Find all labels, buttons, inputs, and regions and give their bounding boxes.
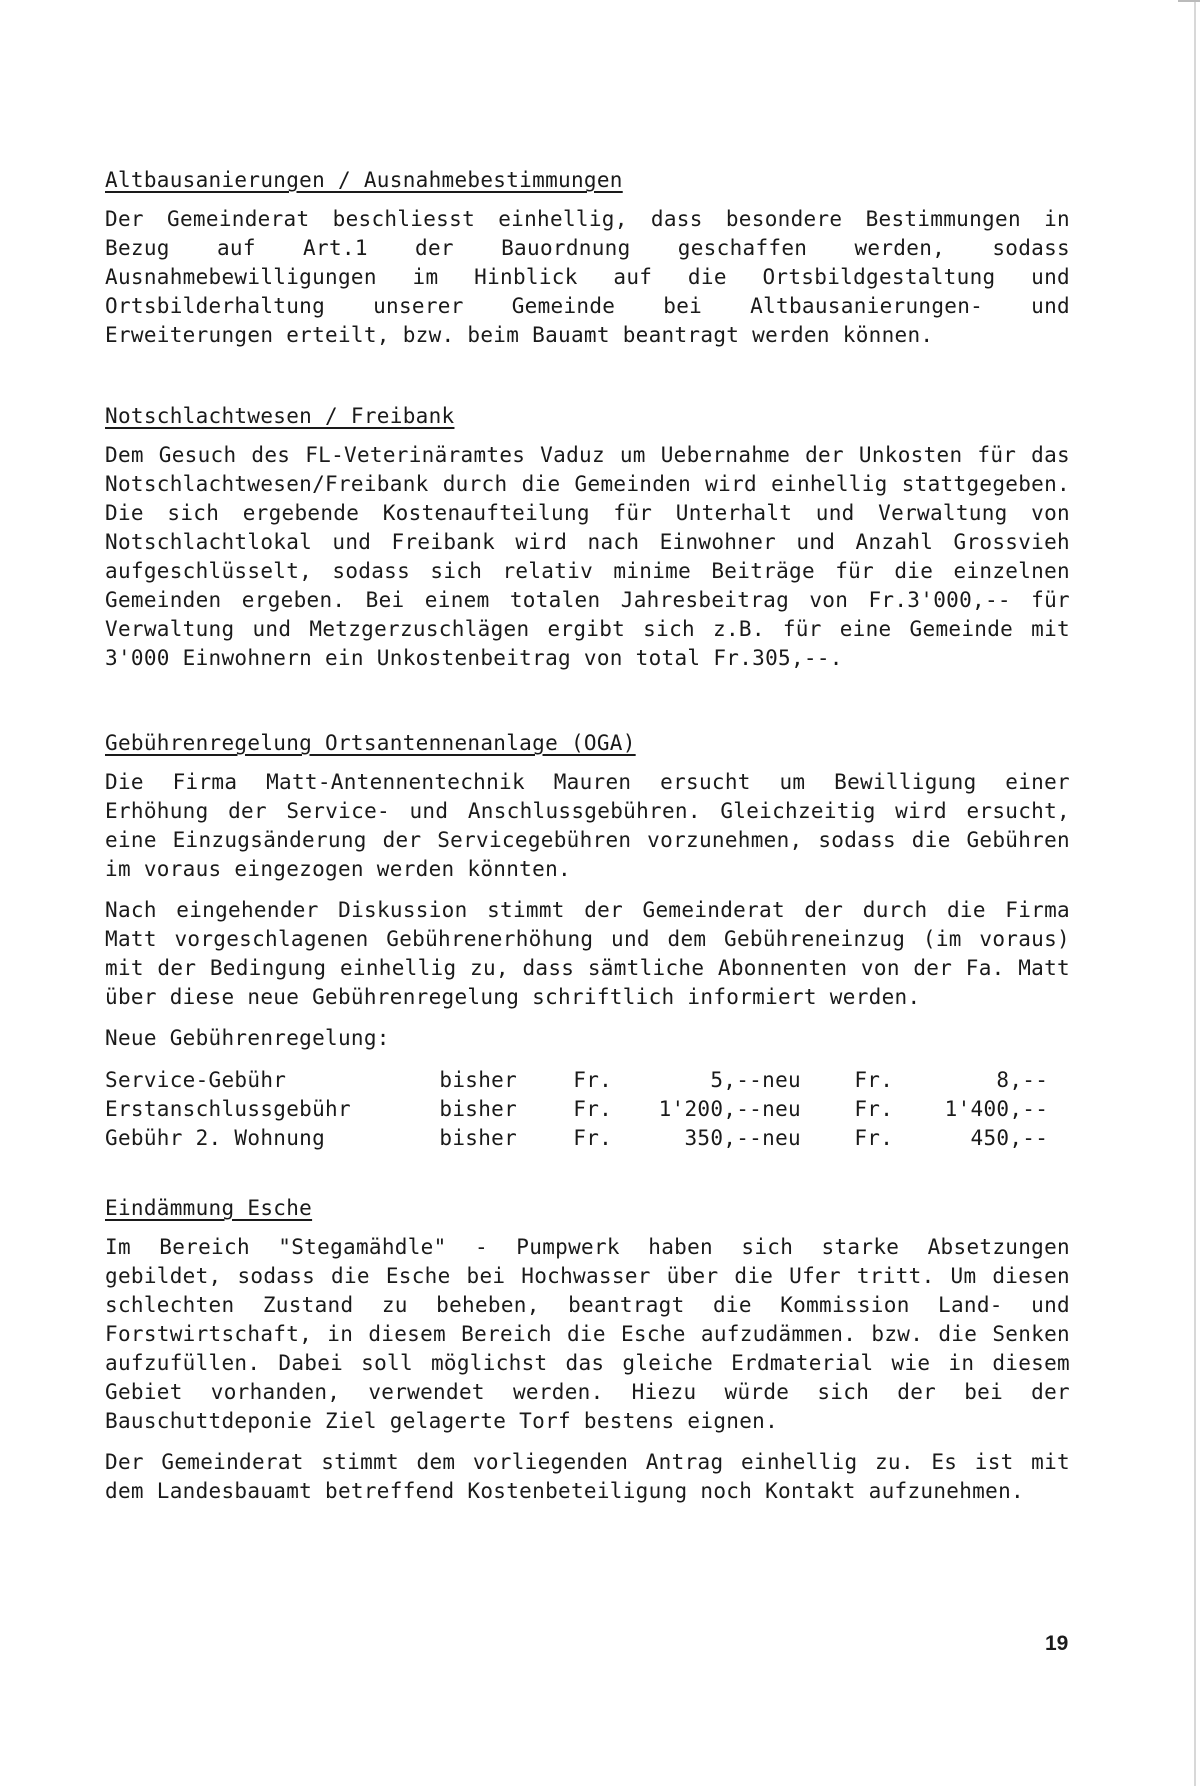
fee-new-value — [854, 1065, 1070, 1094]
fee-new-value — [854, 1094, 1070, 1123]
section-altbausanierungen — [105, 166, 1070, 350]
paragraph: Die Firma Matt-Antennentechnik Mauren ersucht um Bewilligung einer Erhöhung der Service- und Anschlussgebühren. Gleichzeitig wird ersucht, eine Einzugsänderung der Servicegebühren vorzunehmen, sodass die Gebühren im voraus eingezogen werden könnten. — [105, 770, 1070, 881]
fee-name: Erstanschlussgebühr — [105, 1096, 351, 1121]
paragraph: Der Gemeinderat stimmt dem vorliegenden Antrag einhellig zu. Es ist mit dem Landesbauamt betreffend Kostenbeteiligung noch Kontakt aufzunehmen. — [105, 1450, 1070, 1503]
table-row — [105, 1094, 1070, 1123]
section-eindaemmung-esche — [105, 1194, 1070, 1506]
section-heading: Notschlachtwesen / Freibank — [105, 404, 455, 428]
paragraph: Dem Gesuch des FL-Veterinäramtes Vaduz um Uebernahme der Unkosten für das Notschlachtwesen/Freibank durch die Gemeinden wird einhellig stattgegeben. Die sich ergebende Kostenaufteilung für Unterhalt und Verwaltung von Notschlachtlokal und Freibank wird nach Einwohner und Anzahl Grossvieh aufgeschlüsselt, sodass sich relativ minime Beiträge für die einzelnen Gemeinden ergeben. Bei einem totalen Jahresbeitrag von Fr.3'000,-- für Verwaltung und Metzgerzuschlägen ergibt sich z.B. für eine Gemeinde mit 3'000 Einwohnern ein Unkostenbeitrag von total Fr.305,--. — [105, 443, 1070, 670]
currency-prefix: Fr. — [573, 1125, 613, 1150]
table-row — [105, 1123, 1070, 1152]
fee-name: Gebühr 2. Wohnung — [105, 1125, 326, 1150]
page-edge — [1194, 0, 1196, 1786]
fee-intro: Neue Gebührenregelung: — [105, 1026, 390, 1050]
fee-new-amount: 8,-- — [996, 1067, 1049, 1092]
section-heading: Eindämmung Esche — [105, 1196, 313, 1220]
currency-prefix: Fr. — [854, 1067, 894, 1092]
currency-prefix: Fr. — [573, 1096, 613, 1121]
section-heading: Gebührenregelung Ortsantennenanlage (OGA) — [105, 731, 636, 755]
fee-old-value — [573, 1065, 762, 1094]
fee-old-amount: 1'200,-- — [658, 1096, 763, 1121]
fee-neu-label: neu — [762, 1096, 801, 1121]
page-edge-top — [1178, 0, 1200, 2]
paragraph: Der Gemeinderat beschliesst einhellig, dass besondere Bestimmungen in Bezug auf Art.1 der Bauordnung geschaffen werden, sodass Ausnahmebewilligungen im Hinblick auf die Ortsbildgestaltung und Ortsbilderhaltung unserer Gemeinde bei Altbausanierungen- und Erweiterungen erteilt, bzw. beim Bauamt beantragt werden können. — [105, 207, 1070, 347]
fee-new-amount: 1'400,-- — [944, 1096, 1049, 1121]
fee-bisher-label: bisher — [439, 1125, 518, 1150]
fee-old-value — [573, 1094, 762, 1123]
section-gebuehrenregelung — [105, 729, 1070, 1152]
page-number: 19 — [1045, 1632, 1069, 1655]
fee-bisher-label: bisher — [439, 1067, 518, 1092]
fee-old-amount: 5,-- — [710, 1067, 763, 1092]
fee-table — [105, 1065, 1070, 1152]
section-notschlachtwesen — [105, 402, 1070, 673]
currency-prefix: Fr. — [854, 1096, 894, 1121]
fee-name: Service-Gebühr — [105, 1067, 287, 1092]
document-body — [105, 166, 1070, 1518]
fee-new-amount: 450,-- — [970, 1125, 1049, 1150]
fee-neu-label: neu — [762, 1125, 801, 1150]
currency-prefix: Fr. — [573, 1067, 613, 1092]
paragraph: Im Bereich "Stegamähdle" - Pumpwerk haben sich starke Absetzungen gebildet, sodass die Esche bei Hochwasser über die Ufer tritt. Um diesen schlechten Zustand zu beheben, beantragt die Kommission Land- und Forstwirtschaft, in diesem Bereich die Esche aufzudämmen. bzw. die Senken aufzufüllen. Dabei soll möglichst das gleiche Erdmaterial wie in diesem Gebiet vorhanden, verwendet werden. Hiezu würde sich der bei der Bauschuttdeponie Ziel gelagerte Torf bestens eignen. — [105, 1235, 1070, 1433]
table-row — [105, 1065, 1070, 1094]
fee-new-value — [854, 1123, 1070, 1152]
fee-bisher-label: bisher — [439, 1096, 518, 1121]
fee-neu-label: neu — [762, 1067, 801, 1092]
currency-prefix: Fr. — [854, 1125, 894, 1150]
fee-old-value — [573, 1123, 762, 1152]
paragraph: Nach eingehender Diskussion stimmt der Gemeinderat der durch die Firma Matt vorgeschlagenen Gebührenerhöhung und dem Gebühreneinzug (im voraus) mit der Bedingung einhellig zu, dass sämtliche Abonnenten von der Fa. Matt über diese neue Gebührenregelung schriftlich informiert werden. — [105, 898, 1070, 1009]
fee-old-amount: 350,-- — [684, 1125, 763, 1150]
section-heading: Altbausanierungen / Ausnahmebestimmungen — [105, 168, 623, 192]
